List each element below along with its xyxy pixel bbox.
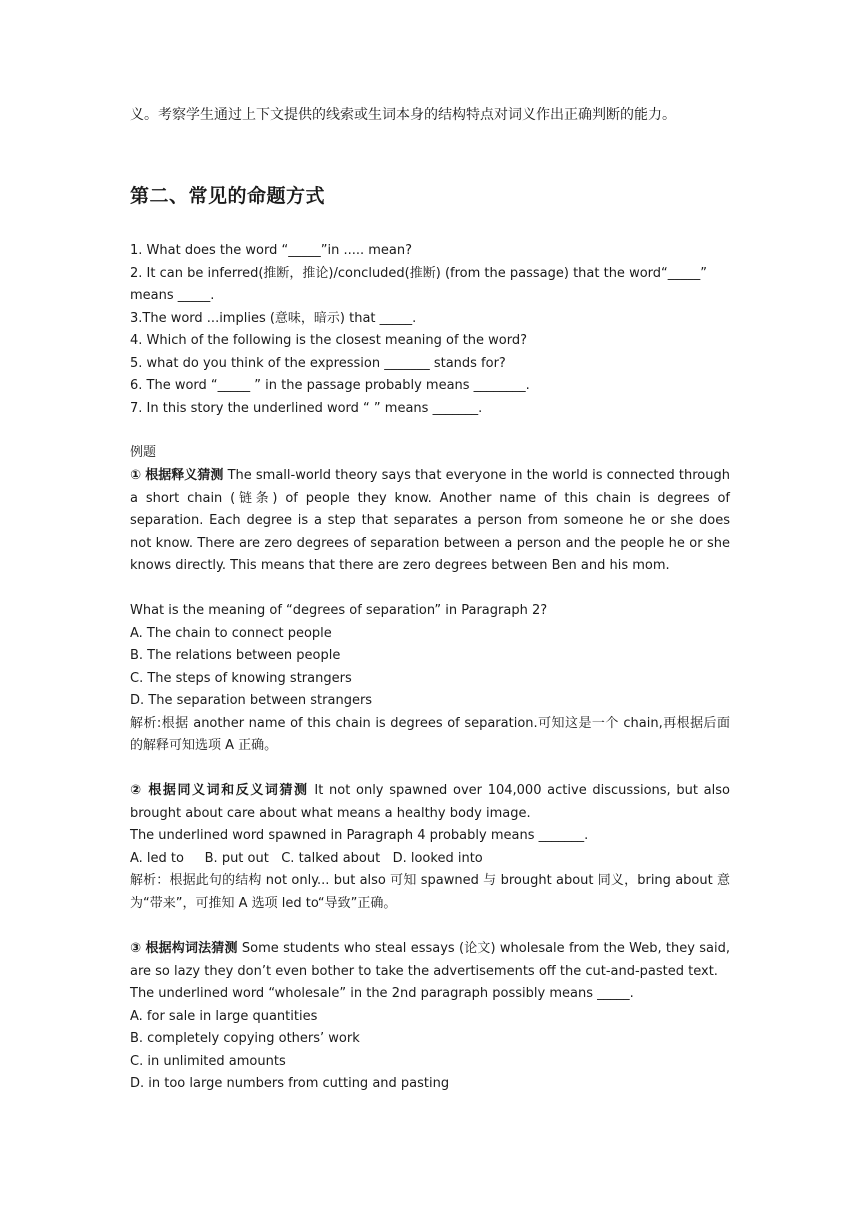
list-item: 4. Which of the following is the closest meaning of the word? [130,333,528,348]
intro-text: 义。考察学生通过上下文提供的线索或生词本身的结构特点对词义作出正确判断的能力。 [130,107,676,123]
example-2-question: The underlined word spawned in Paragraph 4 probably means _______. [130,828,589,843]
example-3-option: B. completely copying others’ work [130,1031,360,1046]
example-1-option: D. The separation between strangers [130,693,373,708]
example-2-analysis: 解析：根据此句的结构 not only... but also 可知 spawned 与 brought about 同义，bring about 意为“带来”，可推知 A 选项 led to“导致”正确。 [130,873,730,911]
example-3-option: C. in unlimited amounts [130,1053,286,1069]
list-item: means _____. [130,288,215,303]
example-1-marker: ① [130,468,142,483]
example-1-option: A. The chain to connect people [130,625,332,641]
example-1-analysis: 解析:根据 another name of this chain is degrees of separation.可知这是一个 chain,再根据后面的解释可知选项 A 正确。 [130,715,730,753]
list-item: 6. The word “_____ ” in the passage probably means ________. [130,378,530,393]
example-1-option: B. The relations between people [130,648,341,663]
example-2-marker: ② [130,783,143,798]
example-1-question-block [130,600,730,758]
example-1-passage-text: The small-world theory says that everyone in the world is connected through a short chain (链条) of people they know. Another name of this chain is degrees of separation. Each degree is a step that separates a person from someone he or she does not know. There are zero degrees of separation between a person and the people he or she knows directly. This means that there are zero degrees between Ben and his mom. [130,468,730,573]
example-3-option: A. for sale in large quantities [130,1008,318,1024]
list-item: 5. what do you think of the expression _______ stands for? [130,355,506,371]
list-item: 7. In this story the underlined word “ ” means _______. [130,400,483,416]
example-1-method: 根据释义猜测 [145,468,224,483]
example-3-method: 根据构词法猜测 [145,941,238,956]
example-2-options: A. led to B. put out C. talked about D. looked into [130,850,483,866]
list-item: 1. What does the word “_____”in ..... mean? [130,243,413,258]
example-label-text: 例题 [130,445,157,460]
example-1-option: C. The steps of knowing strangers [130,670,352,686]
question-types-list [130,240,730,420]
example-3-passage-text: Some students who steal essays (论文) wholesale from the Web, they said, are so lazy they don’t even bother to take the advertisements off the cut-and-pasted text. [130,941,730,979]
example-3-question: The underlined word “wholesale” in the 2nd paragraph possibly means _____. [130,986,634,1001]
example-2 [130,780,730,915]
example-3-option: D. in too large numbers from cutting and pasting [130,1076,450,1091]
section-heading: 第二、常见的命题方式 [130,185,326,207]
example-3-marker: ③ [130,941,142,956]
example-1 [130,465,730,578]
example-2-method: 根据同义词和反义词猜测 [148,783,309,798]
example-2-passage-text: It not only spawned over 104,000 active discussions, but also brought about care about what means a healthy body image. [130,783,730,821]
list-item: 3.The word ...implies (意味，暗示) that _____. [130,310,417,326]
list-item: 2. It can be inferred(推断，推论)/concluded(推断) (from the passage) that the word“_____” [130,265,707,281]
example-2-passage [130,780,730,825]
example-1-question: What is the meaning of “degrees of separation” in Paragraph 2? [130,603,548,618]
example-3-passage [130,938,730,983]
example-3 [130,938,730,1096]
example-label [130,442,730,465]
example-1-passage [130,465,730,578]
